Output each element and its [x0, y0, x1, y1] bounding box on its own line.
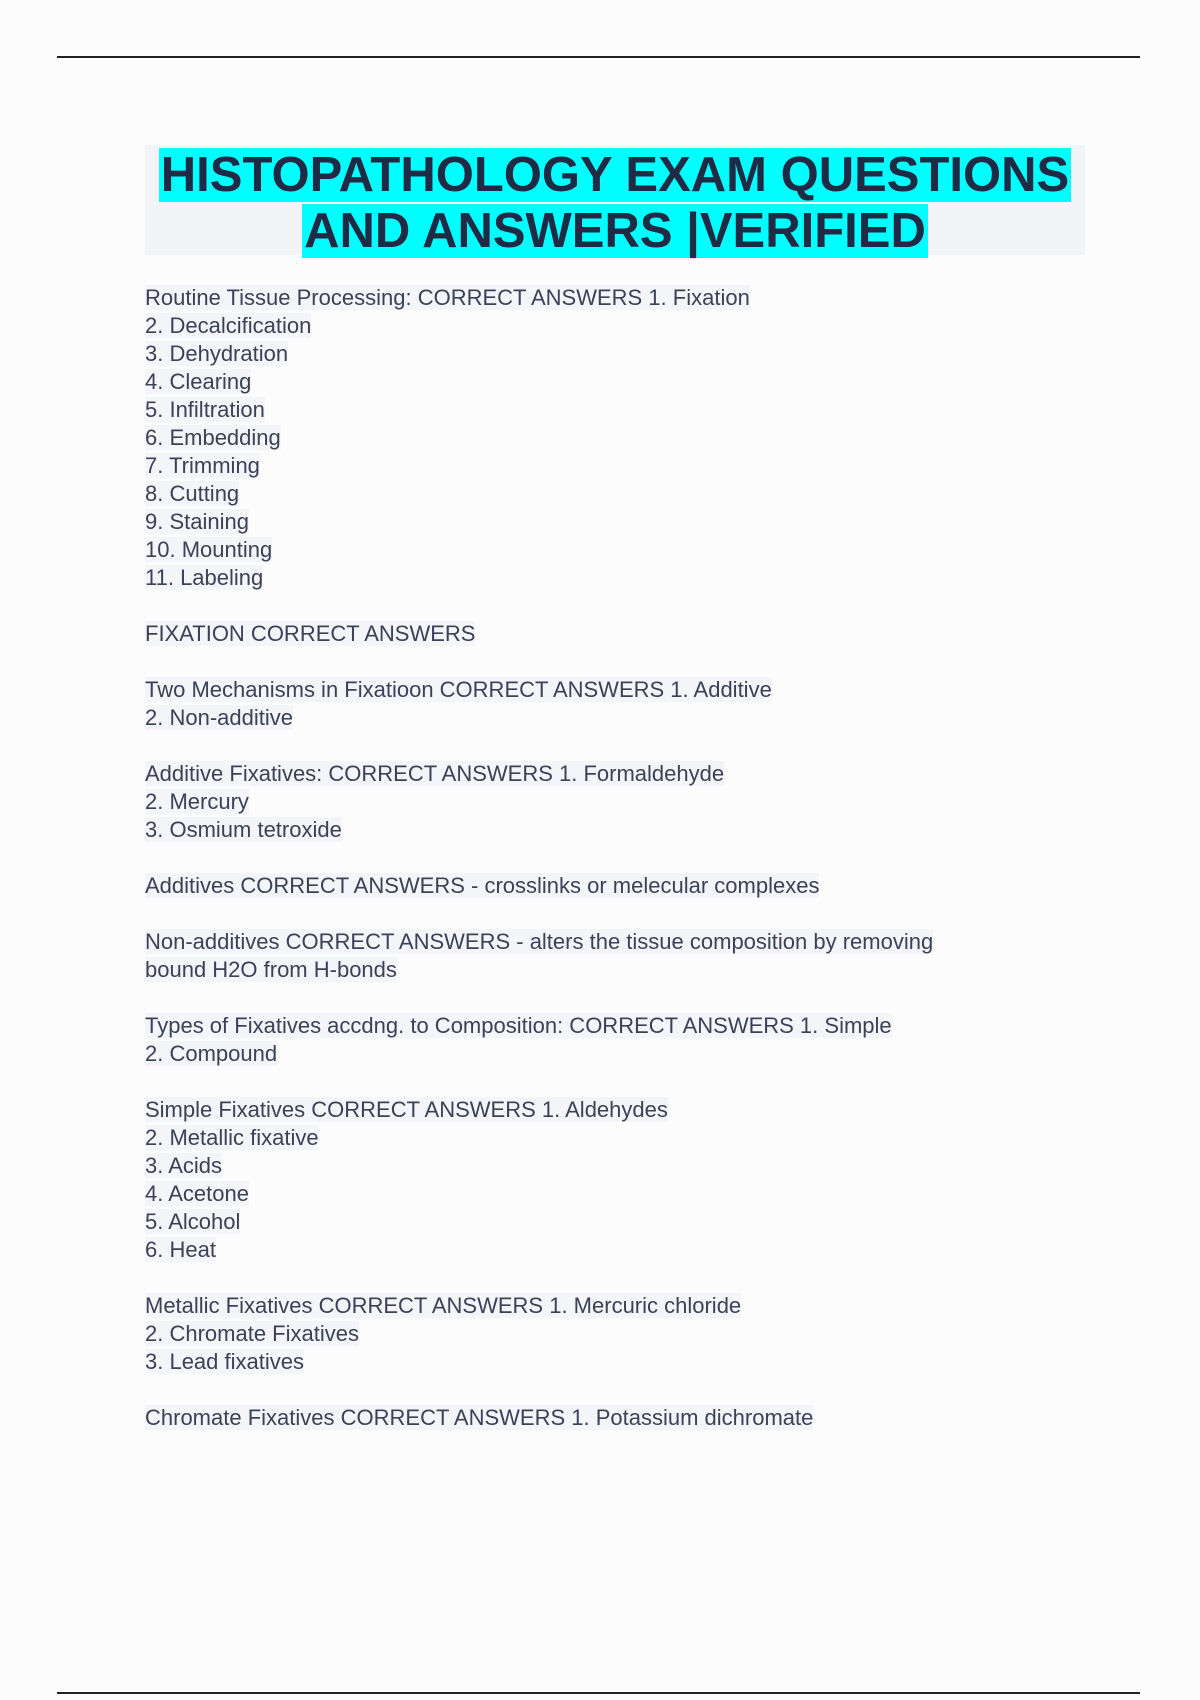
- qa-paragraph: [145, 1012, 1075, 1068]
- document-title: [145, 145, 1085, 259]
- text-line: [145, 1124, 1075, 1152]
- text-line: [145, 1292, 1075, 1320]
- text-line-content: 3. Acids: [145, 1153, 223, 1178]
- text-line: [145, 760, 1075, 788]
- text-line-content: Chromate Fixatives CORRECT ANSWERS 1. Potassium dichromate: [145, 1405, 814, 1430]
- text-line-content: Additive Fixatives: CORRECT ANSWERS 1. Formaldehyde: [145, 761, 725, 786]
- qa-paragraph: [145, 284, 1075, 592]
- qa-paragraph: [145, 676, 1075, 732]
- text-line-content: 3. Osmium tetroxide: [145, 817, 342, 842]
- text-line-content: bound H2O from H-bonds: [145, 957, 397, 982]
- text-line-content: 2. Mercury: [145, 789, 249, 814]
- title-block: [145, 145, 1085, 258]
- bottom-rule: [57, 1692, 1140, 1694]
- text-line-content: 5. Alcohol: [145, 1209, 241, 1234]
- text-line-content: 8. Cutting: [145, 481, 240, 506]
- top-rule: [57, 56, 1140, 58]
- text-line: [145, 620, 1075, 648]
- text-line: [145, 1208, 1075, 1236]
- text-line-content: 4. Acetone: [145, 1181, 249, 1206]
- text-line: [145, 1096, 1075, 1124]
- text-line-content: 3. Lead fixatives: [145, 1349, 304, 1374]
- text-line: [145, 1348, 1075, 1376]
- text-line: [145, 368, 1075, 396]
- qa-paragraph: [145, 872, 1075, 900]
- text-line: [145, 1320, 1075, 1348]
- text-line-content: Routine Tissue Processing: CORRECT ANSWERS 1. Fixation: [145, 285, 750, 310]
- text-line-content: Non-additives CORRECT ANSWERS - alters the tissue composition by removing: [145, 929, 934, 954]
- text-line-content: Metallic Fixatives CORRECT ANSWERS 1. Mercuric chloride: [145, 1293, 742, 1318]
- text-line: [145, 816, 1075, 844]
- text-line-content: 11. Labeling: [145, 565, 264, 590]
- text-line: [145, 928, 1075, 956]
- text-line: [145, 1180, 1075, 1208]
- text-line-content: 6. Heat: [145, 1237, 216, 1262]
- document-body: [145, 284, 1075, 1460]
- text-line: [145, 1404, 1075, 1432]
- text-line: [145, 1236, 1075, 1264]
- text-line: [145, 312, 1075, 340]
- text-line: [145, 452, 1075, 480]
- text-line-content: Types of Fixatives accdng. to Composition: CORRECT ANSWERS 1. Simple: [145, 1013, 892, 1038]
- text-line-content: Two Mechanisms in Fixatioon CORRECT ANSWERS 1. Additive: [145, 677, 772, 702]
- text-line: [145, 704, 1075, 732]
- text-line-content: Additives CORRECT ANSWERS - crosslinks or melecular complexes: [145, 873, 820, 898]
- text-line: [145, 1152, 1075, 1180]
- text-line: [145, 872, 1075, 900]
- text-line-content: 3. Dehydration: [145, 341, 289, 366]
- text-line: [145, 424, 1075, 452]
- text-line-content: 6. Embedding: [145, 425, 281, 450]
- qa-paragraph: [145, 620, 1075, 648]
- qa-paragraph: [145, 1292, 1075, 1376]
- qa-paragraph: [145, 760, 1075, 844]
- text-line-content: 4. Clearing: [145, 369, 252, 394]
- text-line-content: 7. Trimming: [145, 453, 260, 478]
- text-line: [145, 956, 1075, 984]
- title-line-2: AND ANSWERS |VERIFIED: [304, 204, 926, 258]
- text-line-content: Simple Fixatives CORRECT ANSWERS 1. Aldehydes: [145, 1097, 668, 1122]
- text-line-content: 2. Decalcification: [145, 313, 312, 338]
- text-line-content: 2. Chromate Fixatives: [145, 1321, 359, 1346]
- text-line: [145, 508, 1075, 536]
- text-line: [145, 480, 1075, 508]
- text-line: [145, 564, 1075, 592]
- text-line-content: 5. Infiltration: [145, 397, 265, 422]
- text-line: [145, 284, 1075, 312]
- text-line: [145, 536, 1075, 564]
- text-line: [145, 676, 1075, 704]
- text-line-content: 2. Non-additive: [145, 705, 293, 730]
- text-line: [145, 1040, 1075, 1068]
- text-line-content: FIXATION CORRECT ANSWERS: [145, 621, 476, 646]
- text-line-content: 2. Metallic fixative: [145, 1125, 319, 1150]
- qa-paragraph: [145, 1096, 1075, 1264]
- text-line: [145, 396, 1075, 424]
- text-line: [145, 340, 1075, 368]
- text-line-content: 10. Mounting: [145, 537, 273, 562]
- qa-paragraph: [145, 928, 1075, 984]
- text-line: [145, 788, 1075, 816]
- title-line-1: HISTOPATHOLOGY EXAM QUESTIONS: [160, 148, 1070, 202]
- text-line-content: 9. Staining: [145, 509, 249, 534]
- text-line-content: 2. Compound: [145, 1041, 278, 1066]
- qa-paragraph: [145, 1404, 1075, 1432]
- text-line: [145, 1012, 1075, 1040]
